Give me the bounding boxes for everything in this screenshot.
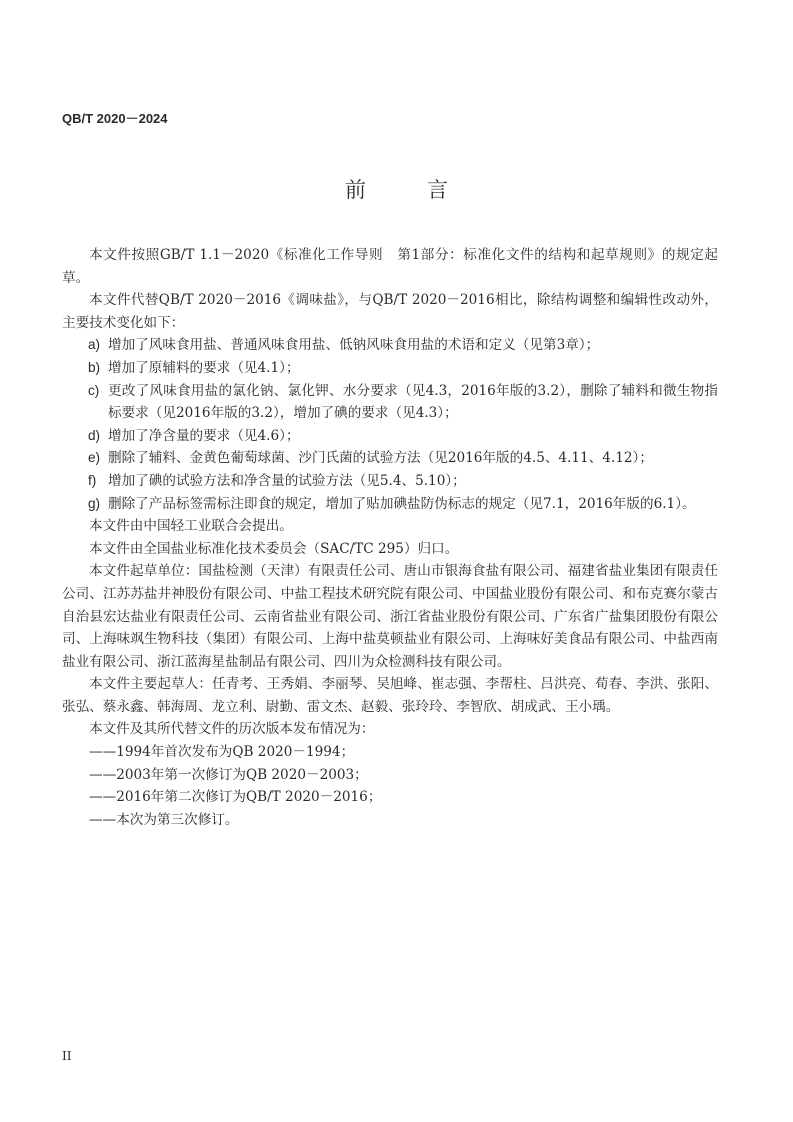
list-item-label: f) [88, 472, 97, 488]
list-item-text: 增加了原辅料的要求（见4.1）； [108, 359, 300, 376]
list-item-text: 删除了辅料、金黄色葡萄球菌、沙门氏菌的试验方法（见2016年版的4.5、4.11、4.12）； [108, 450, 653, 467]
list-item-label: g) [88, 495, 101, 511]
list-item-text: 删除了产品标签需标注即食的规定，增加了贴加碘盐防伪标志的规定（见7.1，2016年版的6.1）。 [108, 495, 696, 512]
paragraph-history-intro: 本文件及其所代替文件的历次版本发布情况为： [89, 721, 375, 738]
list-item-label: d) [88, 427, 101, 443]
history-item: ——1994年首次发布为QB 2020－1994； [89, 744, 355, 761]
list-item [62, 447, 718, 470]
page-title: 前 言 [345, 178, 468, 202]
list-item-label: b) [88, 359, 101, 375]
history-item: ——本次为第三次修订。 [89, 811, 239, 828]
paragraph-replaces: 本文件代替QB/T 2020－2016《调味盐》，与QB/T 2020－2016相比，除结构调整和编辑性改动外，主要技术变化如下： [62, 292, 718, 331]
history-list [62, 741, 718, 831]
history-item: ——2003年第一次修订为QB 2020－2003； [89, 766, 368, 783]
history-item: ——2016年第二次修订为QB/T 2020－2016； [89, 789, 382, 806]
list-item-label: a) [88, 337, 101, 353]
list-item-label: c) [88, 382, 100, 398]
list-item-text: 增加了净含量的要求（见4.6）； [108, 427, 300, 444]
paragraph-drafters: 本文件主要起草人：任青考、王秀娟、李丽琴、吴旭峰、崔志强、李帮柱、吕洪亮、荀春、李洪、张阳、张弘、蔡永鑫、韩海周、龙立利、尉勤、雷文杰、赵毅、张玲玲、李智欣、胡成武、王小瑀。 [62, 676, 718, 715]
list-item [62, 425, 718, 448]
list-item-label: e) [88, 450, 101, 466]
changes-list [62, 334, 718, 515]
list-item [62, 357, 718, 380]
list-item [62, 380, 718, 425]
page-number: II [62, 1049, 72, 1063]
document-code: QB/T 2020－2024 [62, 111, 168, 126]
list-item [62, 470, 718, 493]
foreword-body [62, 244, 718, 831]
paragraph-drafting-rules: 本文件按照GB/T 1.1－2020《标准化工作导则 第1部分：标准化文件的结构和起草规则》的规定起草。 [62, 247, 718, 286]
list-item-text: 增加了风味食用盐、普通风味食用盐、低钠风味食用盐的术语和定义（见第3章）； [108, 337, 600, 354]
list-item [62, 334, 718, 357]
list-item [62, 493, 718, 516]
paragraph-administered-by: 本文件由全国盐业标准化技术委员会（SAC/TC 295）归口。 [89, 540, 459, 557]
list-item-text: 更改了风味食用盐的氯化钠、氯化钾、水分要求（见4.3，2016年版的3.2），删除了辅料和微生物指标要求（见2016年版的3.2），增加了碘的要求（见4.3）； [108, 382, 718, 422]
paragraph-drafting-units: 本文件起草单位：国盐检测（天津）有限责任公司、唐山市银海食盐有限公司、福建省盐业集团有限责任公司、江苏苏盐井神股份有限公司、中盐工程技术研究院有限公司、中国盐业股份有限公司、和布克赛尔蒙古自治县宏达盐业有限责任公司、云南省盐业有限公司、浙江省盐业股份有限公司、广东省广盐集团股份有限公司、上海味飒生物科技（集团）有限公司、上海中盐莫顿盐业有限公司、上海味好美食品有限公司、中盐西南盐业有限公司、浙江蓝海星盐制品有限公司、四川为众检测科技有限公司。 [62, 563, 718, 670]
paragraph-proposed-by: 本文件由中国轻工业联合会提出。 [89, 518, 293, 535]
list-item-text: 增加了碘的试验方法和净含量的试验方法（见5.4、5.10）； [108, 472, 466, 489]
